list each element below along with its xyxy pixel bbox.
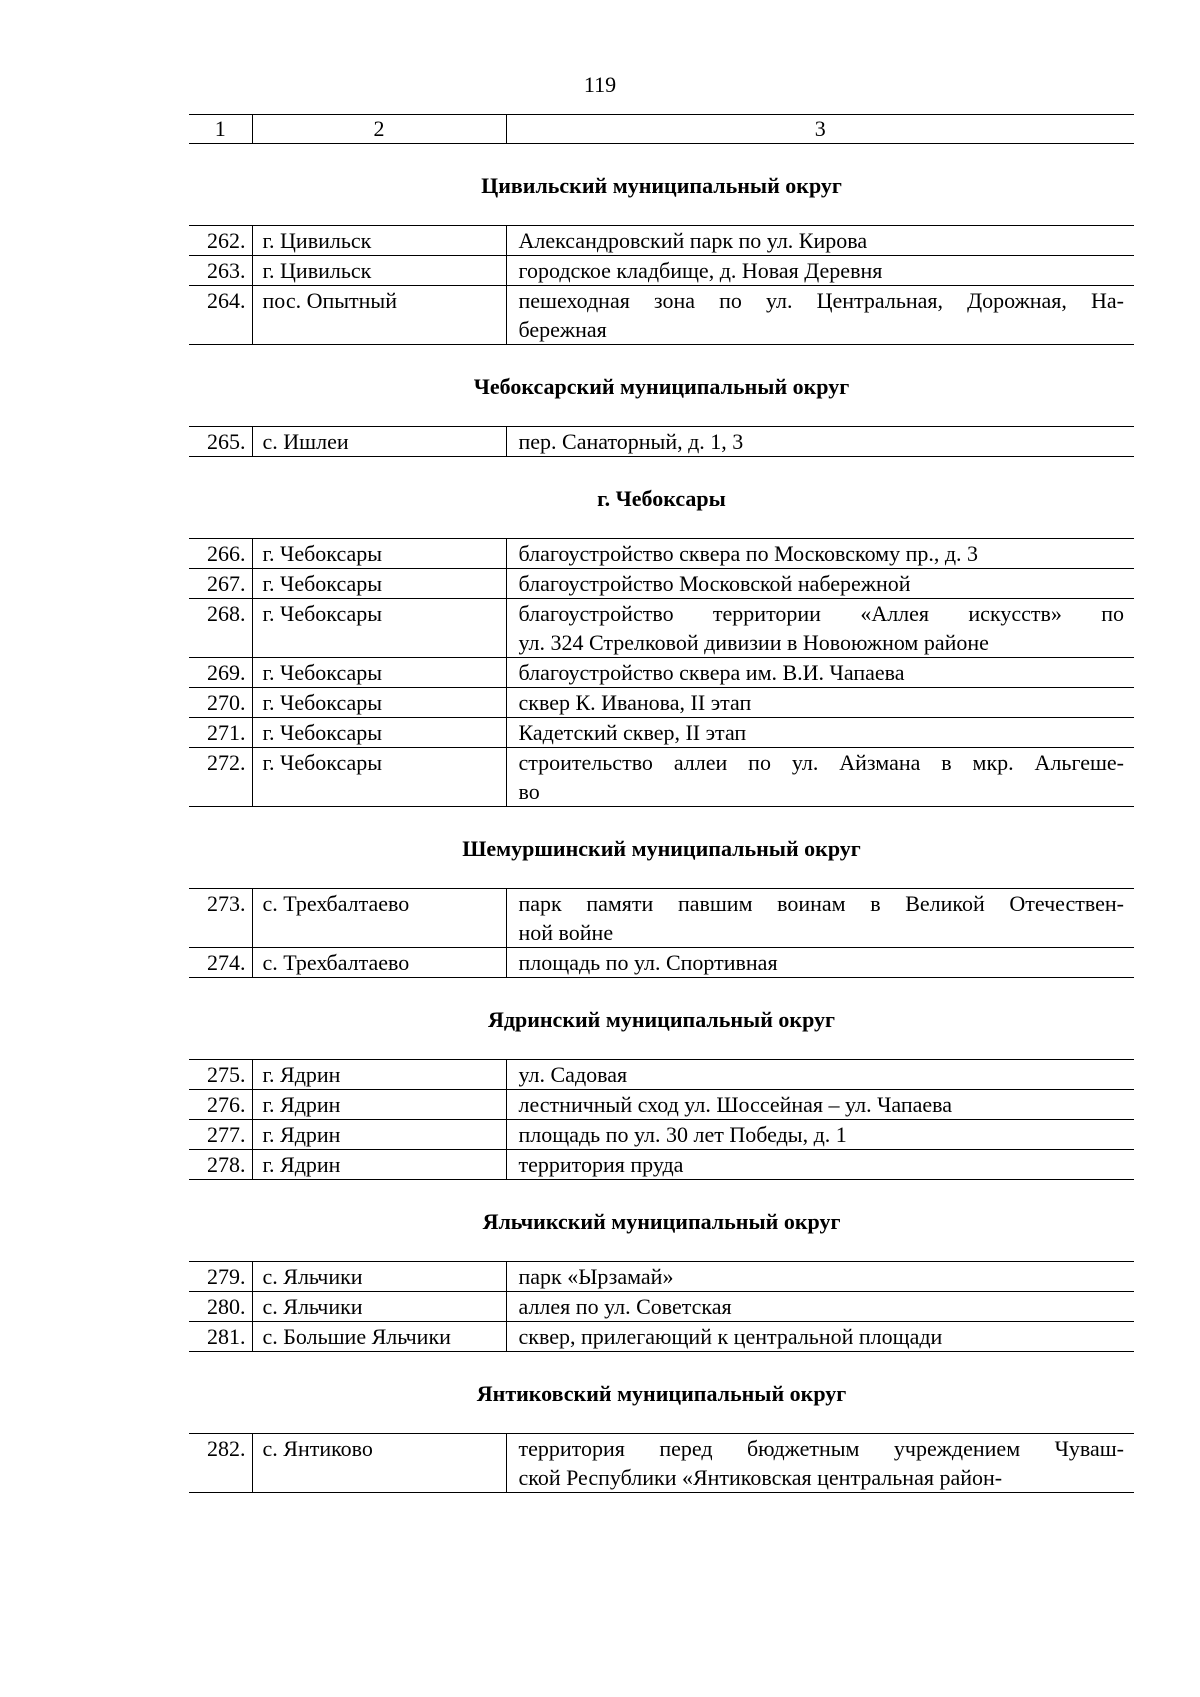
description-line: ул. 324 Стрелковой дивизии в Новоюжном районе [518,630,989,655]
row-description [506,688,1134,718]
row-number: 279. [189,1262,252,1292]
column-header-2: 2 [252,115,506,144]
row-number: 266. [189,539,252,569]
row-place: с. Большие Яльчики [252,1322,506,1352]
table-row [189,1322,1134,1352]
table-row [189,948,1134,978]
row-number: 277. [189,1120,252,1150]
section-title: Ядринский муниципальный округ [487,1007,836,1032]
column-header-1: 1 [189,115,252,144]
row-number: 265. [189,427,252,457]
table-row [189,748,1134,807]
table-row [189,1120,1134,1150]
row-place: г. Ядрин [252,1060,506,1090]
row-description [506,286,1134,345]
row-description [506,658,1134,688]
row-description [506,226,1134,256]
row-description [506,1060,1134,1090]
section-title: г. Чебоксары [597,486,726,511]
table-row [189,1292,1134,1322]
table-row [189,1090,1134,1120]
description-line: пешеходная зона по ул. Центральная, Дорожная, На- [518,288,1124,313]
section-table [189,1433,1134,1493]
description-line: ской Республики «Янтиковская центральная район- [518,1465,1003,1490]
row-place: г. Цивильск [252,256,506,286]
section-table [189,426,1134,457]
description-line: бережная [518,317,607,342]
row-number: 282. [189,1434,252,1493]
row-number: 278. [189,1150,252,1180]
description-line: строительство аллеи по ул. Айзмана в мкр. Альгеше- [518,750,1124,775]
table-row [189,539,1134,569]
row-place: г. Ядрин [252,1150,506,1180]
row-number: 280. [189,1292,252,1322]
row-place: г. Чебоксары [252,599,506,658]
description-line: во [518,779,540,804]
table-row [189,1434,1134,1493]
description-line: благоустройство Московской набережной [518,571,911,596]
description-line: площадь по ул. 30 лет Победы, д. 1 [518,1122,847,1147]
sections-container [189,172,1134,1493]
description-line: ул. Садовая [518,1062,628,1087]
description-line: благоустройство сквера по Московскому пр., д. 3 [518,541,979,566]
row-place: г. Чебоксары [252,718,506,748]
section-title: Яльчикский муниципальный округ [482,1209,841,1234]
row-description [506,256,1134,286]
row-description [506,1434,1134,1493]
row-description [506,948,1134,978]
description-line: благоустройство территории «Аллея искусств» по [518,601,1124,626]
row-description [506,539,1134,569]
row-number: 281. [189,1322,252,1352]
description-line: сквер К. Иванова, II этап [518,690,752,715]
table-row [189,658,1134,688]
column-header-3: 3 [506,115,1134,144]
table-row [189,226,1134,256]
row-description [506,748,1134,807]
section-table [189,1261,1134,1352]
description-line: территория перед бюджетным учреждением Чуваш- [518,1436,1124,1461]
row-description [506,1120,1134,1150]
section-title: Янтиковский муниципальный округ [476,1381,847,1406]
table-row [189,688,1134,718]
column-header-table [189,114,1134,144]
row-place: г. Чебоксары [252,539,506,569]
description-line: Кадетский сквер, II этап [518,720,747,745]
row-place: с. Трехбалтаево [252,889,506,948]
description-line: лестничный сход ул. Шоссейная – ул. Чапаева [518,1092,953,1117]
row-number: 262. [189,226,252,256]
row-number: 275. [189,1060,252,1090]
table-row [189,1262,1134,1292]
row-description [506,1262,1134,1292]
row-place: с. Яльчики [252,1292,506,1322]
table-row [189,569,1134,599]
table-row [189,256,1134,286]
description-line: Александровский парк по ул. Кирова [518,228,868,253]
row-number: 267. [189,569,252,599]
description-line: ной войне [518,920,614,945]
table-row [189,718,1134,748]
section-table [189,225,1134,345]
column-header-row [189,115,1134,144]
row-description [506,569,1134,599]
table-row [189,599,1134,658]
row-number: 274. [189,948,252,978]
row-number: 270. [189,688,252,718]
section-table [189,538,1134,807]
section-title: Чебоксарский муниципальный округ [473,374,850,399]
section-table [189,1059,1134,1180]
row-description [506,889,1134,948]
row-place: с. Янтиково [252,1434,506,1493]
row-place: г. Чебоксары [252,569,506,599]
description-line: территория пруда [518,1152,684,1177]
row-description [506,599,1134,658]
row-place: с. Ишлеи [252,427,506,457]
section-table [189,888,1134,978]
row-place: г. Чебоксары [252,748,506,807]
row-description [506,1292,1134,1322]
row-place: г. Цивильск [252,226,506,256]
row-place: с. Яльчики [252,1262,506,1292]
row-description [506,1150,1134,1180]
row-number: 272. [189,748,252,807]
description-line: сквер, прилегающий к центральной площади [518,1324,943,1349]
row-number: 276. [189,1090,252,1120]
row-description [506,1090,1134,1120]
row-place: г. Ядрин [252,1120,506,1150]
row-description [506,718,1134,748]
row-number: 263. [189,256,252,286]
description-line: парк памяти павшим воинам в Великой Отечествен- [518,891,1124,916]
row-number: 269. [189,658,252,688]
row-place: г. Чебоксары [252,658,506,688]
row-place: с. Трехбалтаево [252,948,506,978]
description-line: пер. Санаторный, д. 1, 3 [518,429,744,454]
description-line: городское кладбище, д. Новая Деревня [518,258,883,283]
table-row [189,427,1134,457]
description-line: аллея по ул. Советская [518,1294,732,1319]
row-number: 264. [189,286,252,345]
document-content [189,114,1134,1493]
description-line: парк «Ырзамай» [518,1264,674,1289]
row-number: 273. [189,889,252,948]
page-number: 119 [583,72,617,97]
description-line: площадь по ул. Спортивная [518,950,778,975]
row-description [506,1322,1134,1352]
table-row [189,1060,1134,1090]
section-title: Цивильский муниципальный округ [481,173,842,198]
table-row [189,889,1134,948]
row-number: 271. [189,718,252,748]
row-number: 268. [189,599,252,658]
row-place: г. Чебоксары [252,688,506,718]
row-place: г. Ядрин [252,1090,506,1120]
table-row [189,1150,1134,1180]
row-place: пос. Опытный [252,286,506,345]
row-description [506,427,1134,457]
description-line: благоустройство сквера им. В.И. Чапаева [518,660,905,685]
table-row [189,286,1134,345]
section-title: Шемуршинский муниципальный округ [462,836,861,861]
